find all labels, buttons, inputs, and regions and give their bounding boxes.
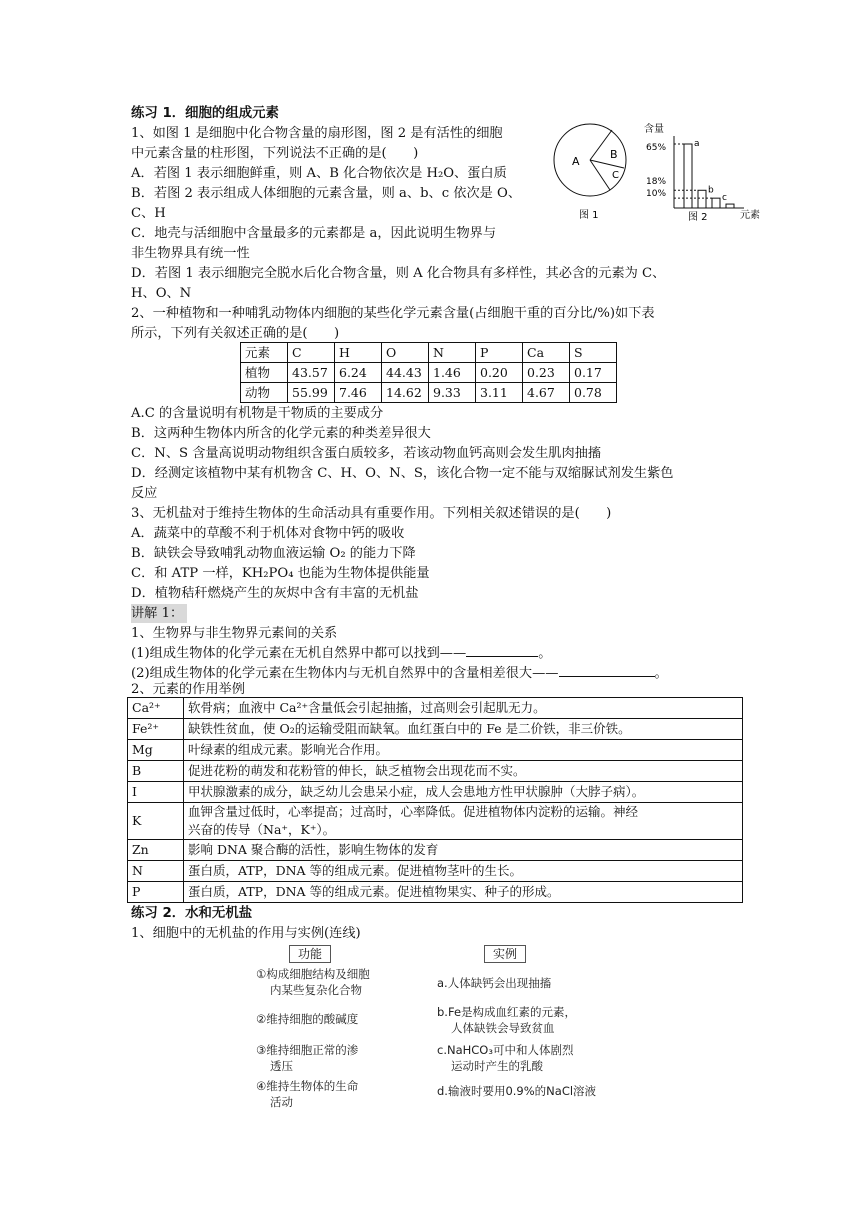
table-cell: Ca bbox=[523, 343, 570, 363]
table-row bbox=[241, 383, 617, 403]
element-name: Mg bbox=[128, 740, 184, 761]
q3-option-b: B．缺铁会导致哺乳动物血液运输 O₂ 的能力下降 bbox=[131, 546, 416, 561]
fig2-tick-65: 65% bbox=[646, 143, 667, 153]
element-description: 促进花粉的萌发和花粉管的伸长，缺乏植物会出现花而不实。 bbox=[184, 761, 743, 782]
q2-option-d-line2: 反应 bbox=[131, 486, 158, 501]
table-cell: 0.20 bbox=[476, 363, 523, 383]
element-name: I bbox=[128, 782, 184, 803]
example-header: 实例 bbox=[484, 945, 526, 963]
q2-stem-line2: 所示，下列有关叙述正确的是( ) bbox=[131, 326, 340, 341]
q2-option-c: C．N、S 含量高说明动物组织含蛋白质较多，若该动物血钙高则会发生肌肉抽搐 bbox=[131, 446, 602, 461]
table-cell: 0.17 bbox=[570, 363, 617, 383]
table-row bbox=[128, 719, 743, 740]
q1-option-d-line1: D．若图 1 表示细胞完全脱水后化合物含量，则 A 化合物具有多样性，其必含的元素为 C、 bbox=[131, 266, 666, 281]
fig2-tick-10: 10% bbox=[646, 189, 667, 199]
element-description bbox=[184, 803, 743, 840]
element-description: 甲状腺激素的成分，缺乏幼儿会患呆小症，成人会患地方性甲状腺肿（大脖子病）。 bbox=[184, 782, 743, 803]
table-cell: 4.67 bbox=[523, 383, 570, 403]
q2-option-a: A.C 的含量说明有机物是干物质的主要成分 bbox=[131, 406, 384, 421]
table-row bbox=[128, 840, 743, 861]
table-cell: H bbox=[335, 343, 382, 363]
q1-option-b-line2: C、H bbox=[131, 206, 166, 221]
q3-option-a: A．蔬菜中的草酸不利于机体对食物中钙的吸收 bbox=[131, 526, 405, 541]
function-item-3[interactable]: ③维持细胞正常的渗 透压 bbox=[256, 1043, 359, 1073]
figure-1-caption: 图 1 bbox=[579, 210, 599, 220]
element-description: 缺铁性贫血，使 O₂的运输受阻而缺氧。血红蛋白中的 Fe 是二价铁，非三价铁。 bbox=[184, 719, 743, 740]
q3-option-d: D．植物秸秆燃烧产生的灰烬中含有丰富的无机盐 bbox=[131, 586, 419, 601]
q1-option-d-line2: H、O、N bbox=[131, 286, 192, 301]
table-cell: 14.62 bbox=[382, 383, 429, 403]
fig2-bar bbox=[698, 190, 706, 208]
example-item-c[interactable]: c.NaHCO₃可中和人体剧烈 运动时产生的乳酸 bbox=[437, 1043, 574, 1073]
explanation-line3: (2)组成生物体的化学元素在生物体内与无机自然界中的含量相差很大—— 。 bbox=[131, 666, 668, 681]
q1-option-c-line2: 非生物界具有统一性 bbox=[131, 246, 250, 261]
fig2-tick-18: 18% bbox=[646, 177, 667, 187]
table-cell: 3.11 bbox=[476, 383, 523, 403]
table-cell: 55.99 bbox=[288, 383, 335, 403]
table-row bbox=[128, 698, 743, 719]
element-name: N bbox=[128, 861, 184, 882]
fig2-bar-label: a bbox=[694, 139, 700, 149]
element-content-table bbox=[240, 342, 617, 403]
fill-blank-1[interactable] bbox=[466, 644, 538, 657]
pie-label-c: C bbox=[612, 170, 619, 181]
table-row bbox=[128, 740, 743, 761]
element-description-line2: 兴奋的传导（Na⁺，K⁺）。 bbox=[188, 822, 336, 837]
element-name: B bbox=[128, 761, 184, 782]
fig2-bar bbox=[712, 198, 720, 208]
figure-2-caption: 图 2 bbox=[688, 212, 708, 222]
example-item-a[interactable]: a.人体缺钙会出现抽搐 bbox=[437, 976, 552, 990]
table-cell: O bbox=[382, 343, 429, 363]
table-cell: 元素 bbox=[241, 343, 288, 363]
q3-stem: 3、无机盐对于维持生物体的生命活动具有重要作用。下列相关叙述错误的是( ) bbox=[131, 506, 612, 521]
pie-label-a: A bbox=[572, 155, 580, 168]
table-cell: 动物 bbox=[241, 383, 288, 403]
function-item-2[interactable]: ②维持细胞的酸碱度 bbox=[256, 1012, 359, 1026]
element-description: 影响 DNA 聚合酶的活性，影响生物体的发育 bbox=[184, 840, 743, 861]
table-row bbox=[128, 761, 743, 782]
element-description: 蛋白质，ATP，DNA 等的组成元素。促进植物茎叶的生长。 bbox=[184, 861, 743, 882]
explanation-line2-text: (1)组成生物体的化学元素在无机自然界中都可以找到—— bbox=[131, 646, 467, 661]
table-cell: 44.43 bbox=[382, 363, 429, 383]
example-item-b[interactable]: b.Fe是构成血红素的元素， 人体缺铁会导致贫血 bbox=[437, 1005, 577, 1035]
table-cell: S bbox=[570, 343, 617, 363]
table-cell: 0.23 bbox=[523, 363, 570, 383]
figure-2-bar-chart bbox=[640, 118, 770, 222]
table-cell: 43.57 bbox=[288, 363, 335, 383]
explanation-line2: (1)组成生物体的化学元素在无机自然界中都可以找到—— 。 bbox=[131, 646, 552, 661]
q1-stem-line2: 中元素含量的柱形图，下列说法不正确的是( ) bbox=[131, 146, 419, 161]
section-title-2: 练习 2．水和无机盐 bbox=[131, 906, 253, 921]
q3-option-c: C．和 ATP 一样，KH₂PO₄ 也能为生物体提供能量 bbox=[131, 566, 430, 581]
element-name: Zn bbox=[128, 840, 184, 861]
function-item-1[interactable]: ①构成细胞结构及细胞 内某些复杂化合物 bbox=[256, 967, 370, 997]
section-title-1: 练习 1．细胞的组成元素 bbox=[131, 106, 279, 121]
table-cell: 0.78 bbox=[570, 383, 617, 403]
table-header-row bbox=[241, 343, 617, 363]
explanation-line1: 1、生物界与非生物界元素间的关系 bbox=[131, 626, 338, 641]
table-row bbox=[128, 803, 743, 840]
q2-option-d-line1: D．经测定该植物中某有机物含 C、H、O、N、S，该化合物一定不能与双缩脲试剂发生紫色 bbox=[131, 466, 674, 481]
q2-stem-line1: 2、一种植物和一种哺乳动物体内细胞的某些化学元素含量(占细胞干重的百分比/%)如下表 bbox=[131, 306, 655, 321]
element-name: Ca²⁺ bbox=[128, 698, 184, 719]
function-header: 功能 bbox=[289, 945, 331, 963]
figure-1-pie bbox=[552, 120, 632, 220]
fig2-bar-label: b bbox=[708, 185, 714, 196]
element-name: K bbox=[128, 803, 184, 840]
table-row bbox=[128, 882, 743, 903]
table-row bbox=[241, 363, 617, 383]
element-description-line1: 血钾含量过低时，心率提高；过高时，心率降低。促进植物体内淀粉的运输。神经 bbox=[188, 804, 639, 819]
q4-stem: 1、细胞中的无机盐的作用与实例(连线) bbox=[131, 926, 361, 941]
q1-option-a: A．若图 1 表示细胞鲜重，则 A、B 化合物依次是 H₂O、蛋白质 bbox=[131, 166, 507, 181]
pie-label-b: B bbox=[610, 148, 618, 161]
table-cell: P bbox=[476, 343, 523, 363]
element-name: Fe²⁺ bbox=[128, 719, 184, 740]
example-item-d[interactable]: d.输液时要用0.9%的NaCl溶液 bbox=[437, 1084, 597, 1098]
element-description: 软骨病；血液中 Ca²⁺含量低会引起抽搐，过高则会引起肌无力。 bbox=[184, 698, 743, 719]
table-cell: C bbox=[288, 343, 335, 363]
fig2-ylabel: 含量 bbox=[644, 124, 664, 135]
element-description: 叶绿素的组成元素。影响光合作用。 bbox=[184, 740, 743, 761]
table-cell: 植物 bbox=[241, 363, 288, 383]
fill-blank-2[interactable] bbox=[559, 664, 655, 677]
q2-option-b: B．这两种生物体内所含的化学元素的种类差异很大 bbox=[131, 426, 431, 441]
q1-option-b-line1: B．若图 2 表示组成人体细胞的元素含量，则 a、b、c 依次是 O、 bbox=[131, 186, 522, 201]
explanation-line4: 2、元素的作用举例 bbox=[131, 682, 245, 697]
q1-stem-line1: 1、如图 1 是细胞中化合物含量的扇形图，图 2 是有活性的细胞 bbox=[131, 126, 503, 141]
table-cell: 6.24 bbox=[335, 363, 382, 383]
table-cell: 7.46 bbox=[335, 383, 382, 403]
table-row bbox=[128, 861, 743, 882]
fig2-bar bbox=[726, 204, 734, 208]
table-cell: 1.46 bbox=[429, 363, 476, 383]
table-cell: 9.33 bbox=[429, 383, 476, 403]
element-name: P bbox=[128, 882, 184, 903]
function-item-4[interactable]: ④维持生物体的生命 活动 bbox=[256, 1079, 359, 1109]
q1-option-c-line1: C．地壳与活细胞中含量最多的元素都是 a，因此说明生物界与 bbox=[131, 226, 497, 241]
table-row bbox=[128, 782, 743, 803]
element-function-table bbox=[127, 697, 743, 903]
element-description: 蛋白质，ATP，DNA 等的组成元素。促进植物果实、种子的形成。 bbox=[184, 882, 743, 903]
explanation-title: 讲解 1： bbox=[131, 604, 187, 623]
table-cell: N bbox=[429, 343, 476, 363]
fig2-xlabel: 元素 bbox=[740, 210, 760, 221]
explanation-line3-text: (2)组成生物体的化学元素在生物体内与无机自然界中的含量相差很大—— bbox=[131, 666, 559, 681]
fig2-bar-label: c bbox=[722, 193, 727, 204]
